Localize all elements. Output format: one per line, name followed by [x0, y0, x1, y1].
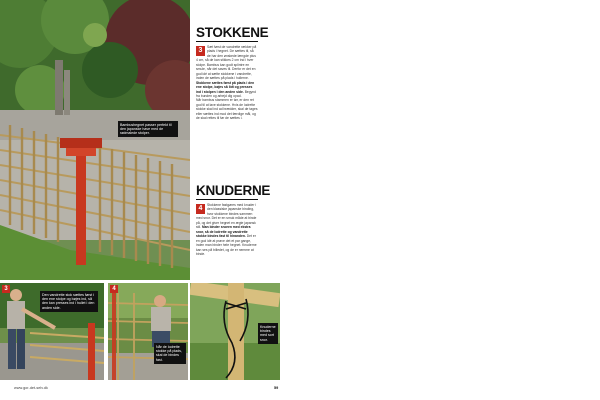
hero-photo	[0, 0, 190, 280]
step-number-badge: 4	[196, 204, 205, 214]
page-number: 59	[274, 386, 279, 390]
step4-photo	[108, 283, 188, 380]
knot-closeup-photo	[190, 283, 280, 380]
paragraph-text: Det er en god idé at prøve det et par gange, inden man binder hele hegnet. Knuderne kan ses på billedet, og de er nemme at binde.	[196, 234, 257, 256]
step-number-badge: 3	[196, 46, 205, 56]
section-stokkene	[196, 25, 269, 121]
paragraph-bold-text: Stokkene sættes først på plads i den ene stolpe, bøjes så lidt og presses ind i stolpen i den anden side.	[196, 80, 255, 94]
step3-caption: Den vandrette stok sættes først i den ene stolpe og bøjes ind, så den kan presses ind i hullet i den anden side.	[40, 291, 98, 312]
step-3-tag: 3	[2, 285, 10, 293]
step4-caption: Når de lodrette stokke på plads, skal de bindes fast.	[154, 343, 186, 364]
paragraph-bold-text: Man binder snoren med ekstra snor, så de lodrette og vandrette stokke bindes fast til hinanden.	[196, 225, 251, 239]
step3-photo	[0, 283, 104, 380]
paragraph-text: Når bambus stammen er tør, er den ret god til at lave stokkene. Hvis de lodrette stokke skal ind ad brædder, skal de tages eller sættes ind mod det færdige mål, og de skal rettes til før de sættes i.	[196, 98, 258, 121]
paragraph-text: Begynd fra bunden og arbejd dig opad.	[196, 89, 257, 98]
paragraph-text: Stokkene fastgøres med knuder i den klassiske japanske binding, hvor stokkene bindes sammen med snor. Det er en smuk måde at binde på, og det giver hegnet en ægte japansk stil.	[196, 203, 257, 230]
footer-url: www.gor-det-selv.dk	[14, 386, 48, 390]
japanese-garden-fence-image	[0, 0, 190, 280]
knot-caption: Knuderne bindes med sort snor.	[258, 323, 278, 344]
section-knuderne	[196, 183, 271, 256]
step-4-tag: 4	[110, 285, 118, 293]
hero-caption: Bambushegnet passer perfekt til den japanske have med de rødmalede stolper.	[118, 121, 178, 137]
paragraph-text: Sæt først de vandrette rækker på plads i hegnet. De sættes til, så de har den ønskede længde plus 4 cm, så de kan stikkes 2 cm ind i hver stolpe.	[196, 45, 257, 67]
section-knuderne-text	[196, 203, 258, 256]
man-binding-knots-image	[108, 283, 188, 380]
paragraph-text: Bambus kan godt splintre en smule, når det saves til. Derfor er det en god idé at sætte stokkene i vandrette, inden de sættes på plads i hullerne.	[196, 62, 256, 81]
section-title-knuderne: KNUDERNE	[196, 183, 271, 198]
section-stokkene-text	[196, 45, 258, 121]
section-title-stokkene: STOKKENE	[196, 25, 269, 40]
